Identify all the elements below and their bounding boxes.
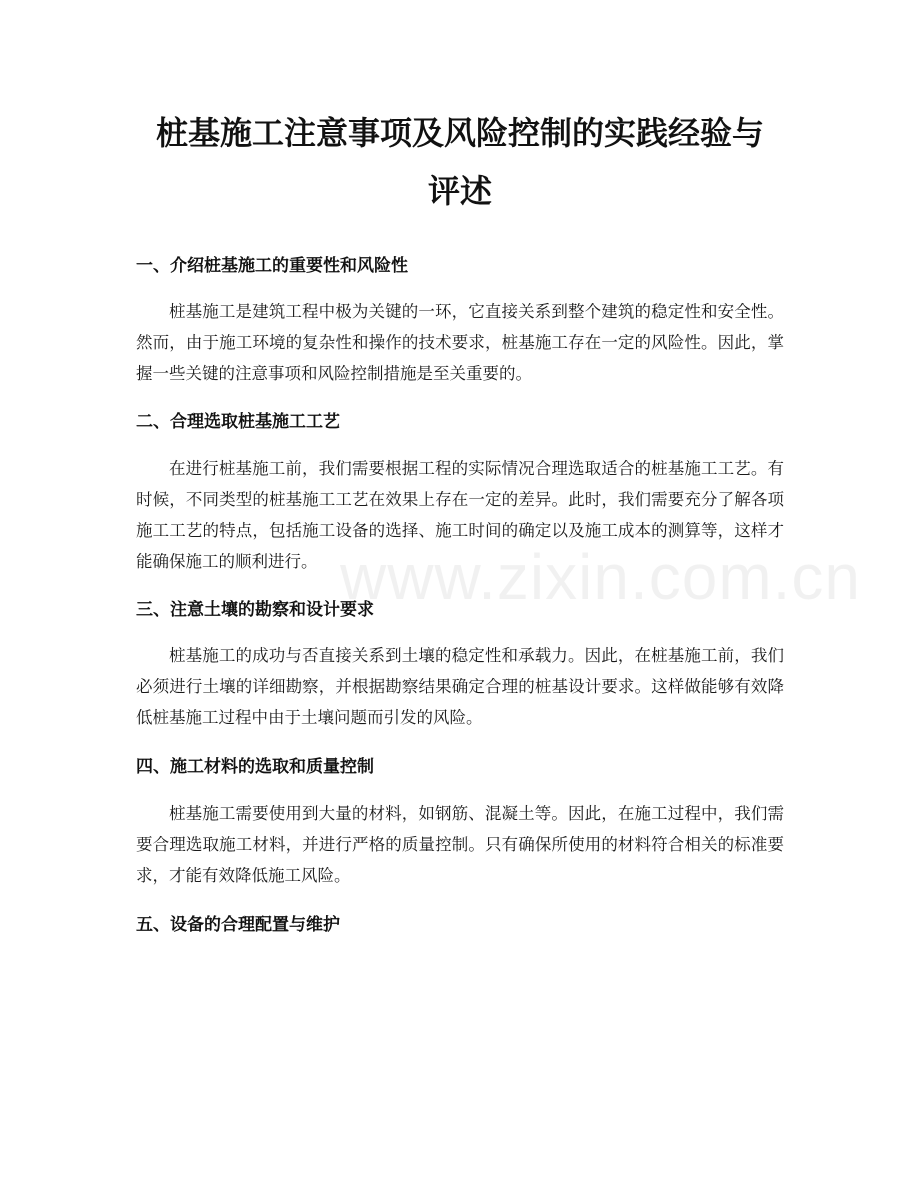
section-5 xyxy=(136,913,784,937)
section-heading: 四、施工材料的选取和质量控制 xyxy=(136,757,374,777)
section-2 xyxy=(136,410,784,577)
section-paragraph: 桩基施工是建筑工程中极为关键的一环，它直接关系到整个建筑的稳定性和安全性。然而，由于施工环境的复杂性和操作的技术要求，桩基施工存在一定的风险性。因此，掌握一些关键的注意事项和风险控制措施是至关重要的。 xyxy=(136,302,784,383)
document-title-line-2: 评述 xyxy=(427,172,492,210)
section-heading: 一、介绍桩基施工的重要性和风险性 xyxy=(136,256,408,276)
section-paragraph: 桩基施工需要使用到大量的材料，如钢筋、混凝土等。因此，在施工过程中，我们需要合理选取施工材料，并进行严格的质量控制。只有确保所使用的材料符合相关的标准要求，才能有效降低施工风险。 xyxy=(136,804,784,885)
section-3 xyxy=(136,598,784,733)
section-heading: 二、合理选取桩基施工工艺 xyxy=(136,412,340,432)
section-heading: 五、设备的合理配置与维护 xyxy=(136,915,340,935)
watermark: www.zixin.com.cn xyxy=(340,541,861,613)
section-paragraph: 桩基施工的成功与否直接关系到土壤的稳定性和承载力。因此，在桩基施工前，我们必须进行土壤的详细勘察，并根据勘察结果确定合理的桩基设计要求。这样做能够有效降低桩基施工过程中由于土壤问题而引发的风险。 xyxy=(136,646,784,727)
section-1 xyxy=(136,254,784,389)
document-title-line-1: 桩基施工注意事项及风险控制的实践经验与 xyxy=(155,114,764,152)
document-title xyxy=(136,104,784,220)
section-paragraph: 在进行桩基施工前，我们需要根据工程的实际情况合理选取适合的桩基施工工艺。有时候，不同类型的桩基施工工艺在效果上存在一定的差异。此时，我们需要充分了解各项施工工艺的特点，包括施工设备的选择、施工时间的确定以及施工成本的测算等，这样才能确保施工的顺利进行。 xyxy=(136,459,784,571)
section-4 xyxy=(136,755,784,891)
section-heading: 三、注意土壤的勘察和设计要求 xyxy=(136,600,374,620)
